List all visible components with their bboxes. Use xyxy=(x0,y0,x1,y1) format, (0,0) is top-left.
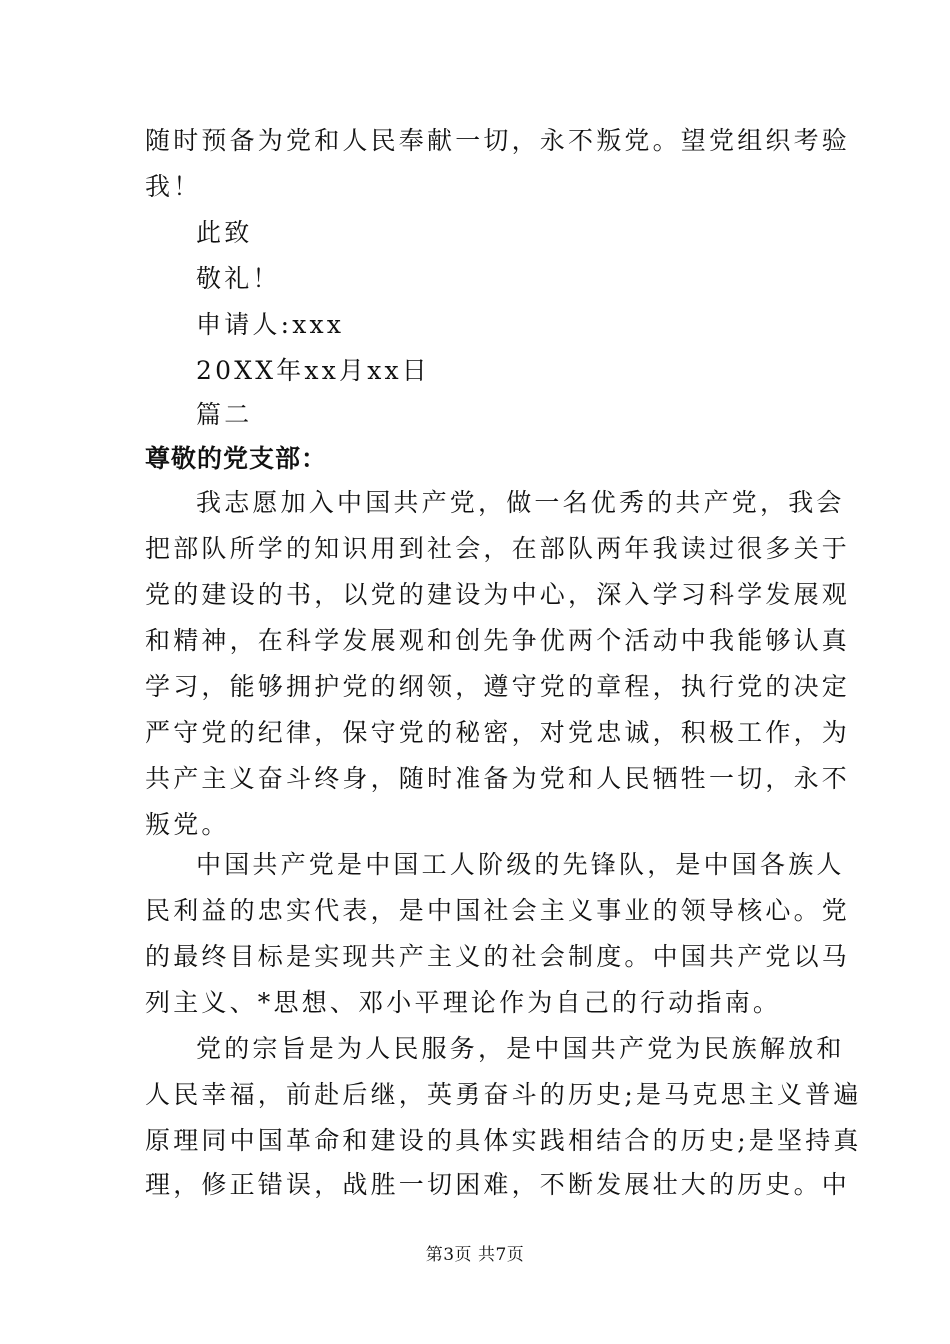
salutation-respect: 敬礼！ xyxy=(196,264,281,293)
applicant-name: 申请人:xxx xyxy=(196,310,345,339)
text-line: 学习，能够拥护党的纲领，遵守党的章程，执行党的决定 xyxy=(145,672,851,701)
text-line: 原理同中国革命和建设的具体实践相结合的历史;是坚持真 xyxy=(145,1126,862,1155)
text-line: 党的宗旨是为人民服务，是中国共产党为民族解放和 xyxy=(196,1034,845,1063)
text-line: 把部队所学的知识用到社会，在部队两年我读过很多关于 xyxy=(145,534,851,563)
text-line: 严守党的纪律，保守党的秘密，对党忠诚，积极工作，为 xyxy=(145,718,851,747)
text-line: 党的建设的书，以党的建设为中心，深入学习科学发展观 xyxy=(145,580,851,609)
text-line: 列主义、*思想、邓小平理论作为自己的行动指南。 xyxy=(145,988,782,1017)
text-line: 中国共产党是中国工人阶级的先锋队，是中国各族人 xyxy=(196,850,845,879)
page-number-footer: 第3页 共7页 xyxy=(425,1245,525,1265)
text-line: 民利益的忠实代表，是中国社会主义事业的领导核心。党 xyxy=(145,896,851,925)
date-line: 20XX年xx月xx日 xyxy=(196,356,431,385)
text-line: 叛党。 xyxy=(145,810,230,839)
addressee: 尊敬的党支部： xyxy=(145,444,328,473)
section-heading: 篇二 xyxy=(196,400,253,429)
text-line: 的最终目标是实现共产主义的社会制度。中国共产党以马 xyxy=(145,942,851,971)
text-line: 人民幸福，前赴后继，英勇奋斗的历史;是马克思主义普遍 xyxy=(145,1080,862,1109)
text-line: 理，修正错误，战胜一切困难，不断发展壮大的历史。中 xyxy=(145,1170,851,1199)
text-line: 和精神，在科学发展观和创先争优两个活动中我能够认真 xyxy=(145,626,851,655)
text-line: 共产主义奋斗终身，随时准备为党和人民牺牲一切，永不 xyxy=(145,764,851,793)
salutation-closing: 此致 xyxy=(196,218,253,247)
text-line: 我！ xyxy=(145,172,202,201)
text-line: 我志愿加入中国共产党，做一名优秀的共产党，我会 xyxy=(196,488,845,517)
text-line: 随时预备为党和人民奉献一切，永不叛党。望党组织考验 xyxy=(145,126,851,155)
